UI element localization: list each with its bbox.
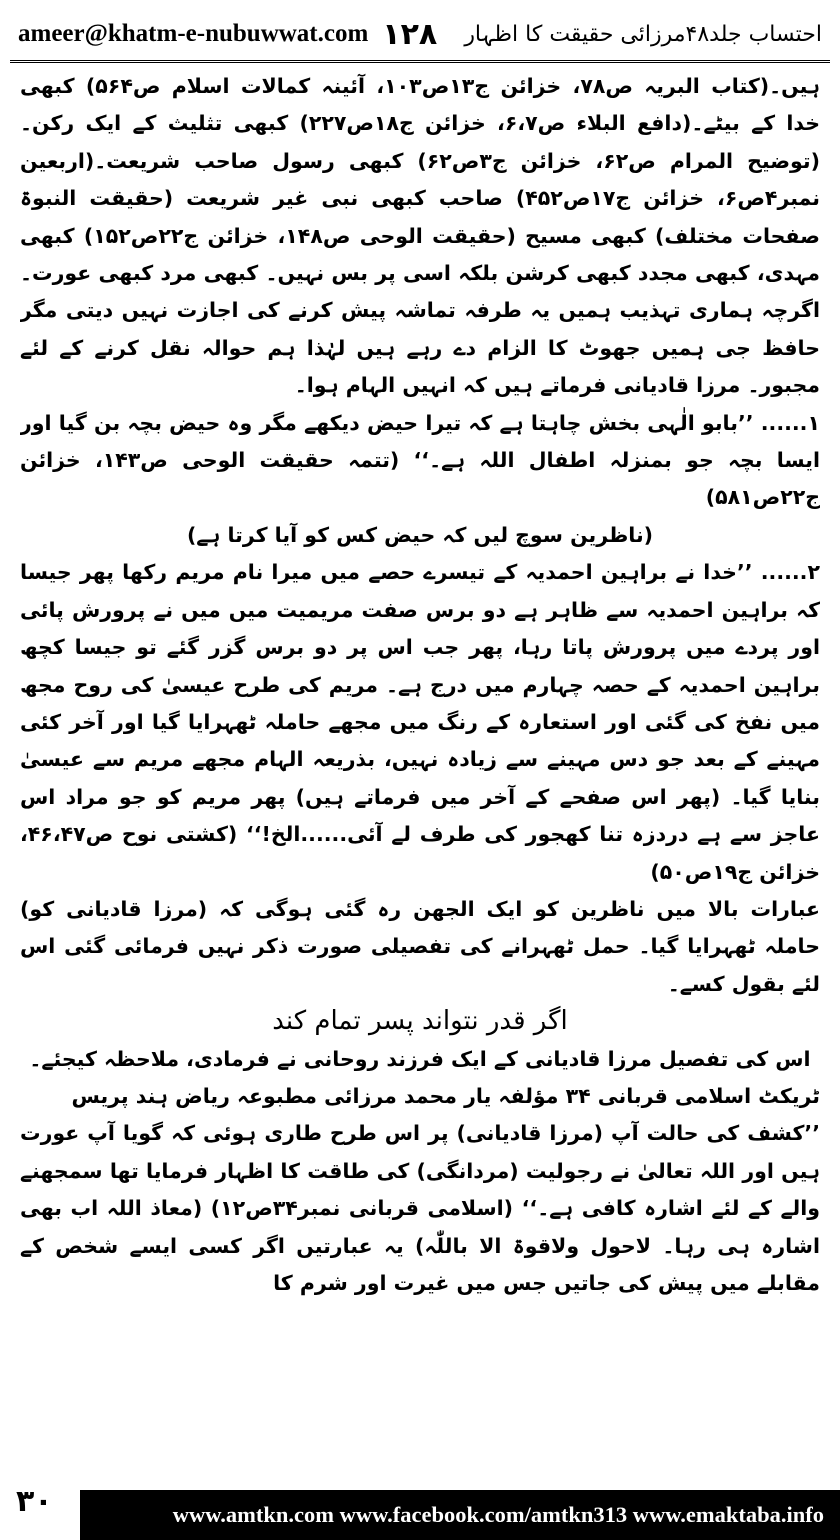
readers-note: (ناظرین سوچ لیں کہ حیض کس کو آیا کرتا ہے) xyxy=(186,522,654,547)
persian-verse: اگر قدر نتواند پسر تمام کند xyxy=(272,1006,568,1037)
paragraph-3: ’’کشف کی حالت آپ (مرزا قادیانی) پر اس طرح طاری ہوئی کہ گویا آپ عورت ہیں اور اللہ تعالیٰ نے رجولیت (مردانگی) کی طاقت کا اظہار فرمایا تھا سمجھنے والے کے لئے اشارہ کافی ہے۔‘‘ (اسلامی قربانی نمبر۳۴ص۱۲) (معاذ اللہ اب بھی اشارہ ہی رہا۔ لاحول ولاقوۃ الا باللّٰہ) یہ عبارتیں اگر کسی ایسے شخص کے مقابلے میں پیش کی جاتیں جس میں غیرت اور شرم کا xyxy=(20,1121,820,1295)
header-left xyxy=(18,17,437,52)
footer-urls: www.amtkn.com www.facebook.com/amtkn313 www.emaktaba.info xyxy=(172,1502,824,1527)
paragraph-2: عبارات بالا میں ناظرین کو ایک الجھن رہ گئی ہوگی کہ (مرزا قادیانی کو) حاملہ ٹھہرایا گیا۔ حمل ٹھہرانے کی تفصیلی صورت ذکر نہیں فرمائی گئی اس لئے بقول کسے۔ xyxy=(20,896,820,996)
header-divider xyxy=(10,60,830,63)
header-email: ameer@khatm-e-nubuwwat.com xyxy=(18,20,369,47)
footer-bar xyxy=(80,1490,840,1540)
page-footer xyxy=(0,1482,840,1540)
quote-2: ۲...... ’’خدا نے براہین احمدیہ کے تیسرے حصے میں میرا نام مریم رکھا پھر جیسا کہ براہین احمدیہ سے ظاہر ہے دو برس صفت مریمیت میں میں نے پرورش پائی اور پردے میں پرورش پاتا رہا، پھر جب اس پر دو برس گزر گئے تو جیسا کچھ براہین احمدیہ کے حصہ چہارم میں درج ہے۔ مریم کی طرح عیسیٰ کی روح مجھ میں نفخ کی گئی اور استعارہ کے رنگ میں مجھے حاملہ ٹھہرایا گیا اور آخر کئی مہینے کے بعد جو دس مہینے سے زیادہ نہیں، بذریعہ الہام مجھے مریم سے عیسیٰ بنایا گیا۔ (پھر اس صفحے کے آخر میں فرماتے ہیں) پھر مریم کو جو مراد اس عاجز سے ہے دردزہ تنا کھجور کی طرف لے آئی......الخ!‘‘ (کشتی نوح ص۴۶،۴۷، خزائن ج۱۹ص۵۰) xyxy=(20,560,820,884)
tract-reference: ٹریکٹ اسلامی قربانی ۳۴ مؤلفہ یار محمد مرزائی مطبوعہ ریاض ہند پریس xyxy=(71,1083,820,1108)
header-page-number: ۱۲۸ xyxy=(382,16,438,52)
detail-intro: اس کی تفصیل مرزا قادیانی کے ایک فرزند روحانی نے فرمادی، ملاحظہ کیجئے۔ xyxy=(29,1046,811,1071)
page-body xyxy=(20,68,820,1476)
paragraph-1: ہیں۔(کتاب البریہ ص۷۸، خزائن ج۱۳ص۱۰۳، آئینہ کمالات اسلام ص۵۶۴) کبھی خدا کے بیٹے۔(دافع البلاء ص۶،۷، خزائن ج۱۸ص۲۲۷) کبھی تثلیث کے ایک رکن۔(توضیح المرام ص۶۲، خزائن ج۳ص۶۲) کبھی رسول صاحب شریعت۔(اربعین نمبر۴ص۶، خزائن ج۱۷ص۴۵۲) صاحب کبھی نبی غیر شریعت (حقیقت النبوۃ صفحات مختلف) کبھی مسیح (حقیقت الوحی ص۱۴۸، خزائن ج۲۲ص۱۵۲) کبھی مہدی، کبھی مجدد کبھی کرشن بلکہ اسی پر بس نہیں۔ کبھی مرد کبھی عورت۔ اگرچہ ہماری تہذیب ہمیں یہ طرفہ تماشہ پیش کرنے کی اجازت نہیں دیتی مگر حافظ جی ہمیں جھوٹ کا الزام دے رہے ہیں لہٰذا ہم حوالہ نقل کرنے کے لئے مجبور۔ مرزا قادیانی فرماتے ہیں کہ انہیں الہام ہوا۔ xyxy=(20,74,820,398)
header-title: احتساب جلد۴۸مرزائی حقیقت کا اظہار xyxy=(464,21,822,47)
quote-1: ۱...... ’’بابو الٰہی بخش چاہتا ہے کہ تیرا حیض دیکھے مگر وہ حیض بچہ بن گیا اور ایسا بچہ جو بمنزلہ اطفال اللہ ہے۔‘‘ (تتمہ حقیقت الوحی ص۱۴۳، خزائن ج۲۲ص۵۸۱) xyxy=(20,410,820,510)
footer-page-number: ۳۰ xyxy=(16,1484,53,1519)
page-header xyxy=(18,14,822,54)
